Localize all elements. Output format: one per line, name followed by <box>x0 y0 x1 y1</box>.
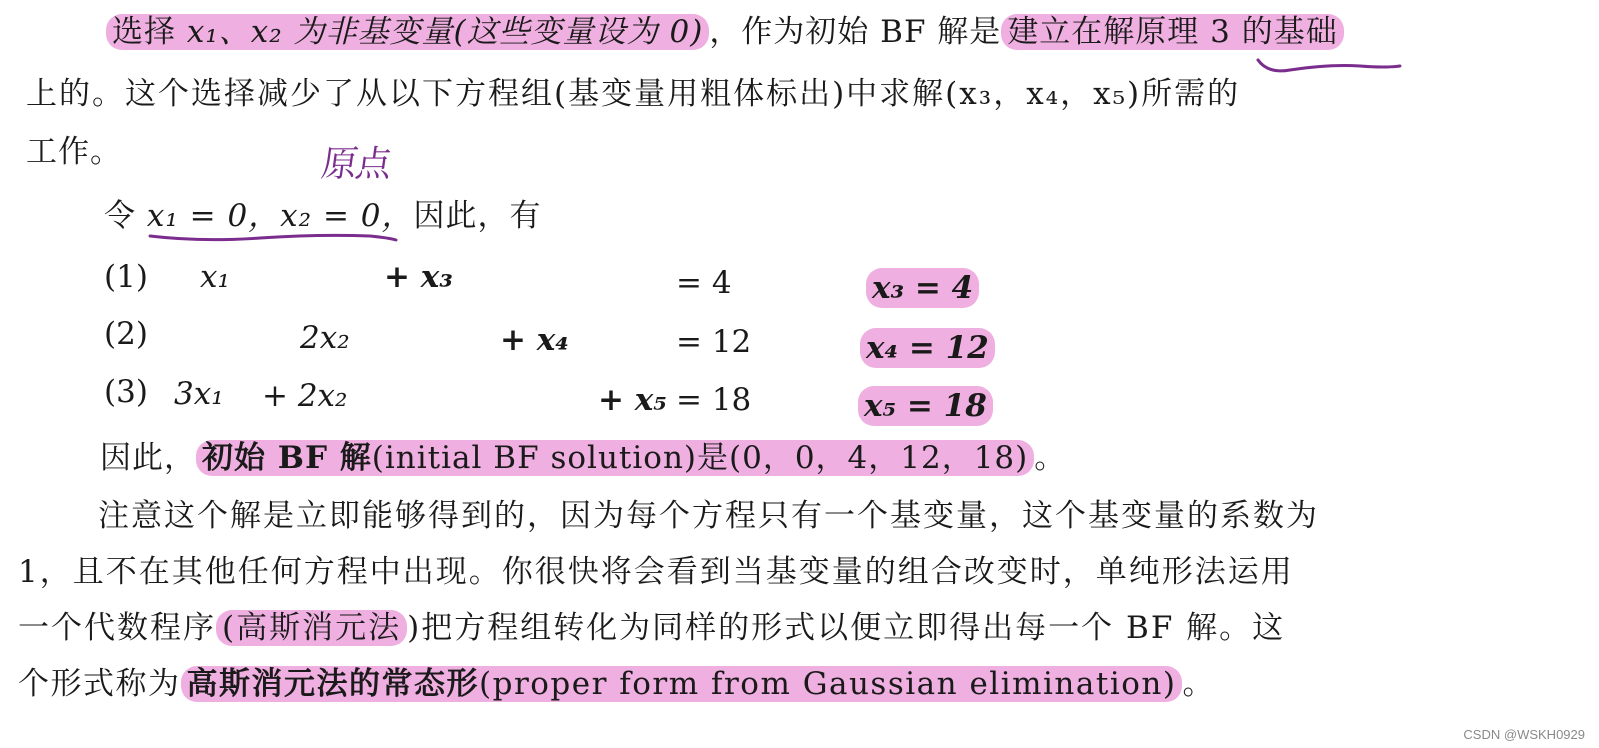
eq3-solution: x₅ = 18 <box>858 386 993 426</box>
let-prefix: 令 <box>104 198 147 234</box>
eq2-solution: x₄ = 12 <box>860 328 995 368</box>
initial-bf-rest: (initial BF solution)是(0，0，4，12，18) <box>371 440 1029 476</box>
paragraph2-line3 <box>18 608 1285 648</box>
initial-bf-end: 。 <box>1034 440 1067 476</box>
eq1-rhs: = 4 <box>676 265 732 301</box>
let-equation: x₁ = 0，x₂ = 0， <box>146 198 414 234</box>
underline-let-equation <box>150 235 396 240</box>
watermark: CSDN @WSKH0929 <box>1463 727 1585 742</box>
eq1-term1: x₁ <box>200 259 230 295</box>
eq1-number: (1) <box>104 259 148 295</box>
underline-principle-3 <box>1258 60 1400 71</box>
initial-bf-bold: 初始 BF 解 <box>202 440 372 476</box>
paragraph1-line2: 上的。这个选择减少了从以下方程组(基变量用粗体标出)中求解(x₃，x₄，x₅)所需的 <box>26 76 1241 112</box>
eq2-term2: 2x₂ <box>300 320 350 356</box>
p2-line4-highlight: (proper form from Gaussian elimination) <box>479 666 1177 702</box>
paragraph1-line3: 工作。 <box>26 134 122 170</box>
eq2-term3: + x₄ <box>500 322 569 358</box>
eq3-term2: + 2x₂ <box>262 378 348 414</box>
eq3-rhs: = 18 <box>676 382 752 418</box>
eq3-number: (3) <box>104 374 148 410</box>
p1-line1-vars: x₁、x₂ 为非基变量(这些变量设为 0) <box>186 14 704 50</box>
eq1-solution: x₃ = 4 <box>866 268 979 308</box>
initial-bf-line <box>100 438 1066 478</box>
eq2-rhs: = 12 <box>676 324 752 360</box>
p1-line1-highlight-c: 建立在解原理 3 的基础 <box>1001 14 1343 50</box>
paragraph1-line1 <box>106 12 1344 52</box>
let-line <box>104 196 542 236</box>
p1-line1-text-a: 选择 <box>112 14 187 50</box>
paragraph2-line1: 注意这个解是立即能够得到的，因为每个方程只有一个基变量，这个基变量的系数为 <box>98 498 1319 534</box>
initial-bf-prefix: 因此， <box>100 440 196 476</box>
p2-line4-bold: 高斯消元法的常态形 <box>186 666 479 702</box>
eq2-number: (2) <box>104 316 148 352</box>
paragraph2-line4 <box>18 664 1215 704</box>
eq3-term3: + x₅ <box>598 382 667 418</box>
eq3-term1: 3x₁ <box>174 376 224 412</box>
p2-line3-highlight: (高斯消元法 <box>216 610 407 646</box>
p1-line1-text-b: ，作为初始 BF 解是 <box>709 14 1002 50</box>
paragraph2-line2: 1，且不在其他任何方程中出现。你很快将会看到当基变量的组合改变时，单纯形法运用 <box>18 554 1294 590</box>
p2-line4-end: 。 <box>1182 666 1215 702</box>
handwritten-annotation: 原点 <box>318 144 393 185</box>
eq1-term3: + x₃ <box>384 259 453 295</box>
let-suffix: 因此，有 <box>413 198 542 234</box>
p2-line3-text-b: )把方程组转化为同样的形式以便立即得出每一个 BF 解。这 <box>407 610 1286 646</box>
p2-line3-text-a: 一个代数程序 <box>18 610 216 646</box>
p2-line4-text-a: 个形式称为 <box>18 666 181 702</box>
